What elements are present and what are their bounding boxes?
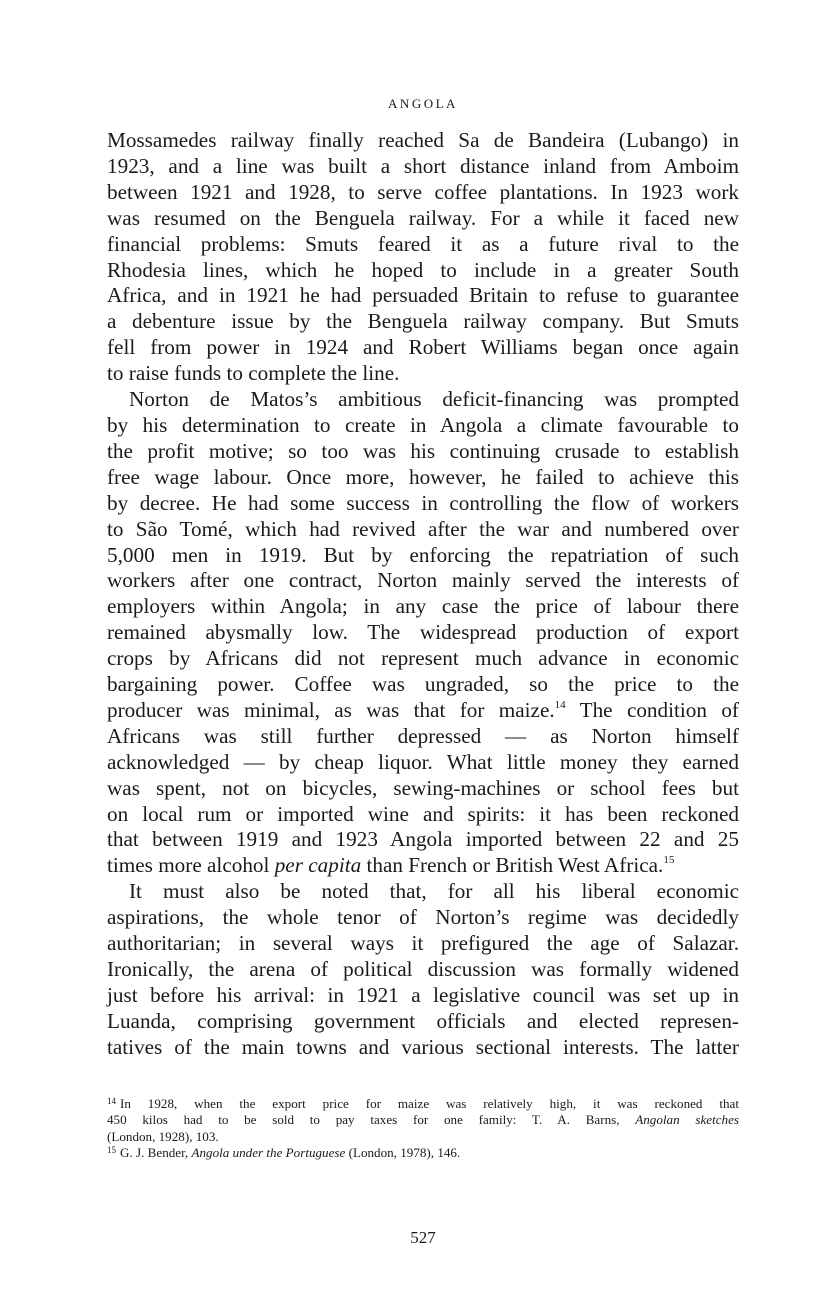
text-line: 5,000 men in 1919. But by enforcing the repatriation of such <box>107 542 739 567</box>
text-line: financial problems: Smuts feared it as a future rival to the <box>107 231 739 256</box>
text-line: acknowledged — by cheap liquor. What little money they earned <box>107 749 739 774</box>
text-line: authoritarian; in several ways it prefigured the age of Salazar. <box>107 931 739 956</box>
text-line: that between 1919 and 1923 Angola imported between 22 and 25 <box>107 827 739 852</box>
text-line: fell from power in 1924 and Robert Williams began once again <box>107 335 739 360</box>
text-line: by decree. He had some success in controlling the flow of workers <box>107 490 739 515</box>
text-line: producer was minimal, as was that for maize.$^{14}$ The condition of <box>107 697 739 722</box>
footnote-14-line-3: (London, 1928), 103. <box>107 1128 219 1144</box>
text-line: employers within Angola; in any case the price of labour there <box>107 594 739 619</box>
text-line: Rhodesia lines, which he hoped to include in a greater South <box>107 257 739 282</box>
text-line: Luanda, comprising government officials and elected represen- <box>107 1008 739 1033</box>
text-line: bargaining power. Coffee was ungraded, so the price to the <box>107 672 739 697</box>
text-line: to raise funds to complete the line. <box>107 361 400 386</box>
text-line: free wage labour. Once more, however, he failed to achieve this <box>107 464 739 489</box>
text-line: between 1921 and 1928, to serve coffee plantations. In 1923 work <box>107 179 739 204</box>
footnote-ref: 15 <box>663 854 675 867</box>
text-line: aspirations, the whole tenor of Norton’s regime was decidedly <box>107 905 739 930</box>
footnote-ref: 14 <box>554 698 566 711</box>
text-line: Ironically, the arena of political discussion was formally widened <box>107 957 739 981</box>
running-head: ANGOLA <box>388 96 458 111</box>
text-line: remained abysmally low. The widespread production of export <box>107 620 739 645</box>
text-line: just before his arrival: in 1921 a legislative council was set up in <box>107 982 739 1007</box>
footnote-number: 15 <box>107 1145 116 1156</box>
footnote-14-line-1: $^{14}$ In 1928, when the export price for maize was relatively high, it was reckoned that <box>107 1096 739 1111</box>
text-line: was resumed on the Benguela railway. For a while it faced new <box>107 205 739 230</box>
text-line: was spent, not on bicycles, sewing-machines or school fees but <box>107 775 739 800</box>
text-line: tatives of the main towns and various sectional interests. The latter <box>107 1034 739 1059</box>
footnote-14-line-2: 450 kilos had to be sold to pay taxes for one family: T. A. Barns, Angolan sketches <box>107 1112 739 1128</box>
text-line: to São Tomé, which had revived after the war and numbered over <box>107 516 739 541</box>
text-line: Africans was still further depressed — as Norton himself <box>107 723 739 748</box>
page-number: 527 <box>410 1228 436 1247</box>
footnote-number: 14 <box>107 1096 116 1106</box>
text-line: Norton de Matos’s ambitious deficit-financing was prompted <box>129 387 739 412</box>
text-line: 1923, and a line was built a short distance inland from Amboim <box>107 153 739 178</box>
text-line: a debenture issue by the Benguela railway company. But Smuts <box>107 309 739 334</box>
text-line: Africa, and in 1921 he had persuaded Britain to refuse to guarantee <box>107 283 739 308</box>
footnote-15: $^{15}$ G. J. Bender, Angola under the Portuguese (London, 1978), 146. <box>107 1145 461 1161</box>
text-line: times more alcohol per capita than French or British West Africa.$^{15}$ <box>107 853 675 878</box>
text-line: crops by Africans did not represent much advance in economic <box>107 646 739 671</box>
body-text <box>107 128 739 1061</box>
text-line: It must also be noted that, for all his liberal economic <box>129 879 739 904</box>
text-line: on local rum or imported wine and spirits: it has been reckoned <box>107 801 739 826</box>
text-line: Mossamedes railway finally reached Sa de Bandeira (Lubango) in <box>107 128 739 152</box>
text-line: workers after one contract, Norton mainly served the interests of <box>107 568 739 593</box>
text-line: the profit motive; so too was his continuing crusade to establish <box>107 438 739 463</box>
footnotes <box>107 1096 739 1162</box>
text-line: by his determination to create in Angola a climate favourable to <box>107 412 739 437</box>
